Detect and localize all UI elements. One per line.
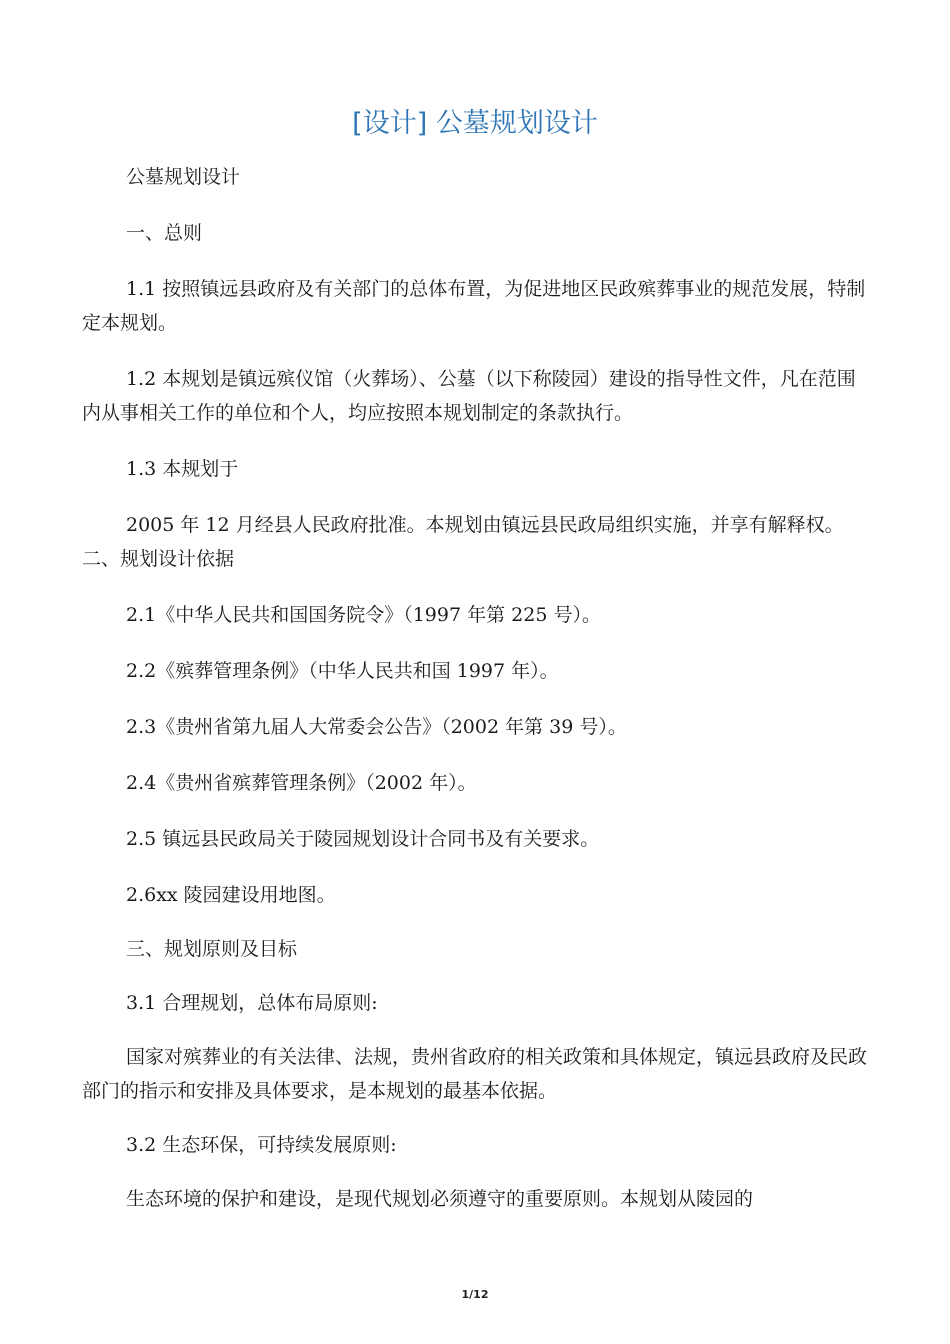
- page-number: 1/12: [461, 1288, 489, 1301]
- paragraph-2-6: 2.6xx 陵园建设用地图。: [126, 884, 336, 906]
- paragraph-3-2-body: 生态环境的保护和建设，是现代规划必须遵守的重要原则。本规划从陵园的: [126, 1188, 754, 1210]
- paragraph-2-3: 2.3《贵州省第九届人大常委会公告》（2002 年第 39 号）。: [126, 716, 627, 738]
- paragraph-3-2: 3.2 生态环保，可持续发展原则:: [126, 1134, 397, 1156]
- paragraph-section-1: 一、总则: [126, 222, 203, 244]
- paragraph-1-2: 1.2 本规划是镇远殡仪馆（火葬场）、公墓（以下称陵园）建设的指导性文件，凡在范围内从事相关工作的单位和个人，均应按照本规划制定的条款执行。: [82, 368, 856, 424]
- paragraph-heading: 公墓规划设计: [126, 166, 241, 188]
- document-title: [设计] 公墓规划设计: [352, 108, 598, 139]
- paragraph-2-2: 2.2《殡葬管理条例》（中华人民共和国 1997 年）。: [126, 660, 559, 682]
- paragraph-2-5: 2.5 镇远县民政局关于陵园规划设计合同书及有关要求。: [126, 828, 600, 850]
- paragraph-1-1: 1.1 按照镇远县政府及有关部门的总体布置，为促进地区民政殡葬事业的规范发展，特制定本规划。: [82, 278, 866, 334]
- paragraph-3-1-body: 国家对殡葬业的有关法律、法规，贵州省政府的相关政策和具体规定，镇远县政府及民政部门的指示和安排及具体要求，是本规划的最基本依据。: [82, 1046, 868, 1102]
- paragraph-3-1: 3.1 合理规划，总体布局原则:: [126, 992, 378, 1014]
- paragraph-1-3-continued: 2005 年 12 月经县人民政府批准。本规划由镇远县民政局组织实施，并享有解释权。二、规划设计依据: [82, 514, 844, 570]
- paragraph-2-4: 2.4《贵州省殡葬管理条例》（2002 年）。: [126, 772, 477, 794]
- paragraph-2-1: 2.1《中华人民共和国国务院令》（1997 年第 225 号）。: [126, 604, 601, 626]
- paragraph-1-3: 1.3 本规划于: [126, 458, 239, 480]
- paragraph-section-3: 三、规划原则及目标: [126, 938, 298, 960]
- document-body: [82, 160, 868, 1236]
